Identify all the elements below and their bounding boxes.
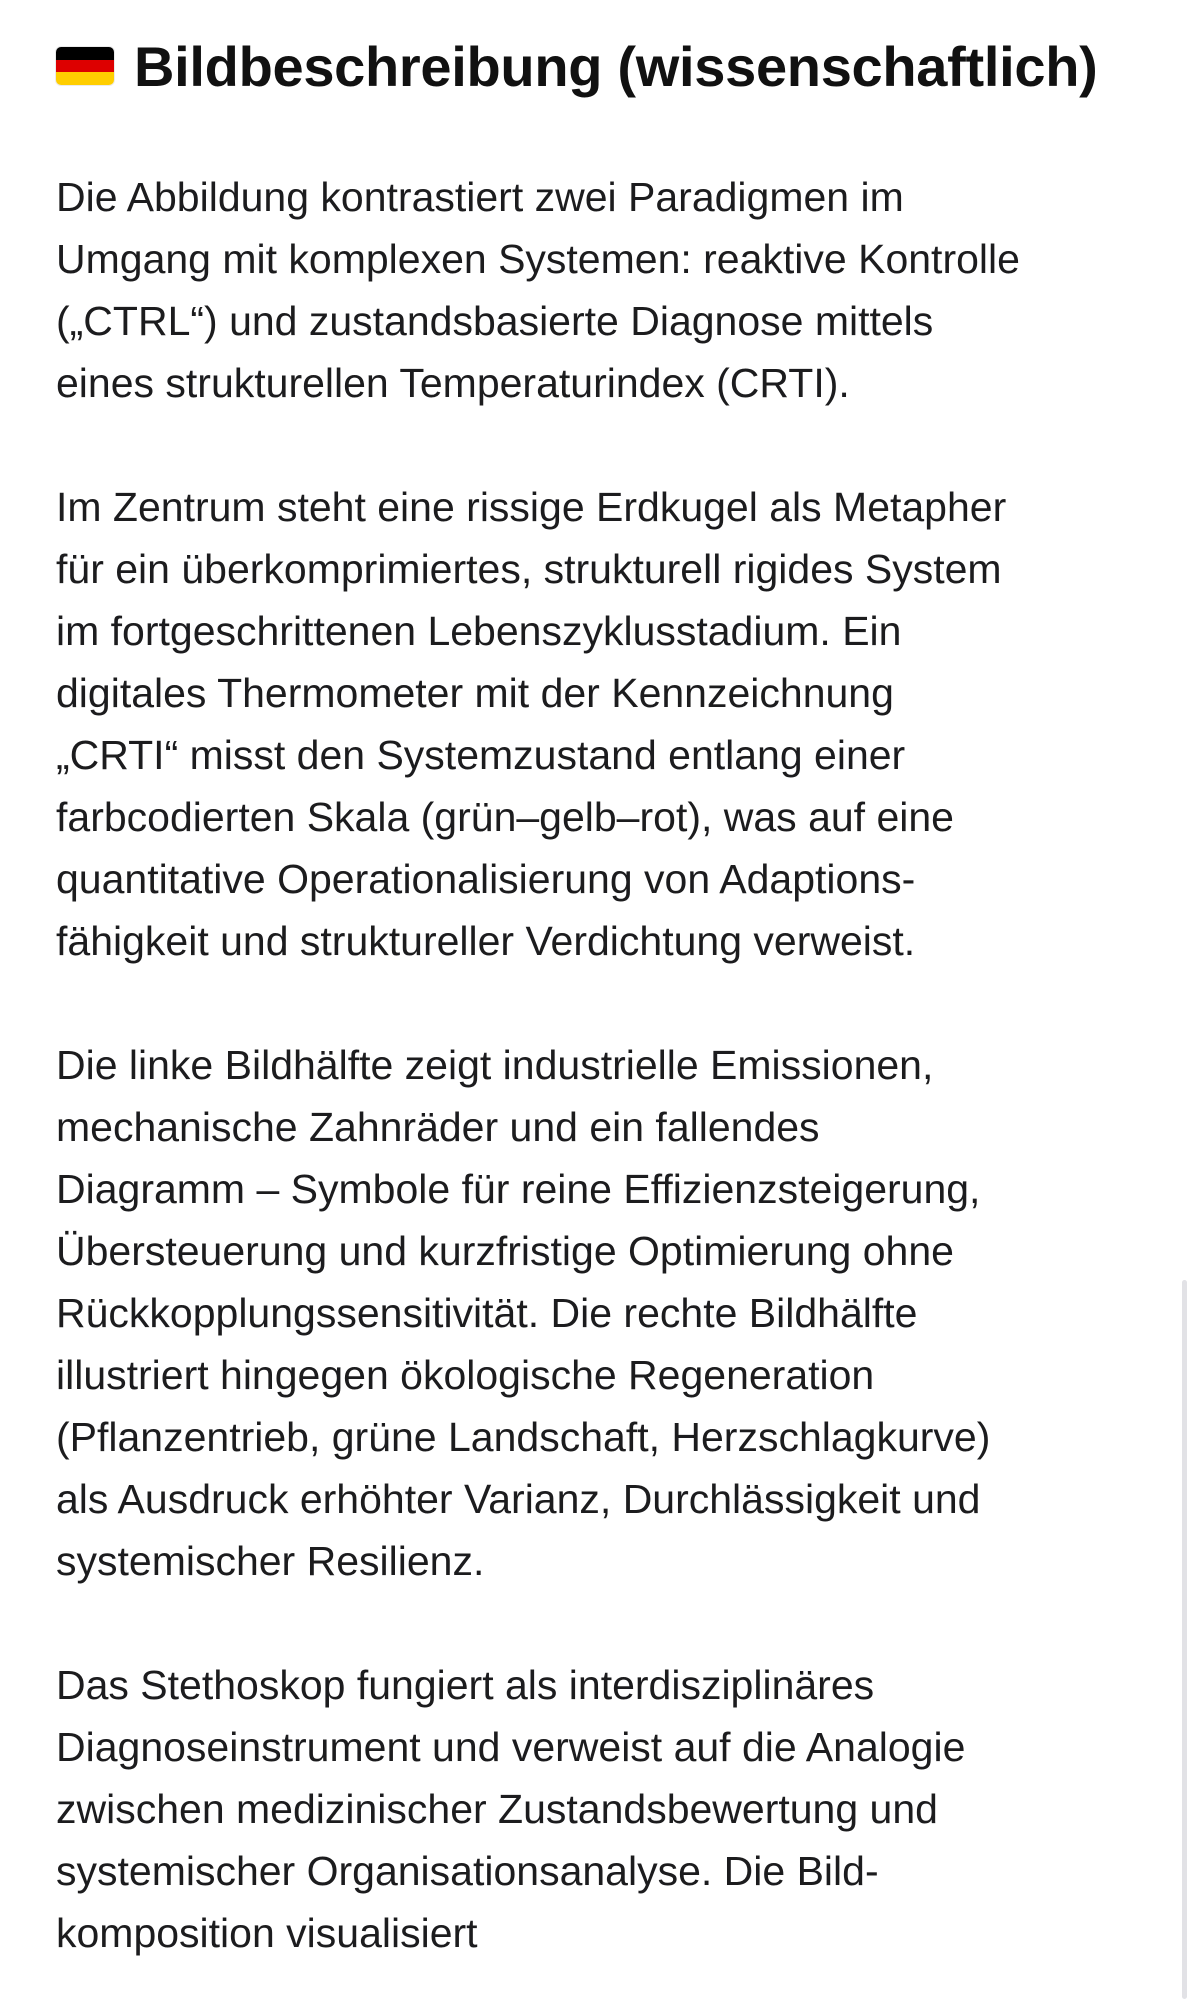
paragraph-center: Im Zentrum steht eine rissige Erdkugel als Metapher für ein überkomprimiertes, strukturell rigides System im fortgeschrittenen Lebenszyklusstadium. Ein digitales Thermometer mit der Kennzeichnung „CRTI“ misst den Systemzustand entlang einer farbcodierten Skala (grün–gelb–rot), was auf eine quantitative Operationalisierung von Adaptions- fähigkeit und struktureller Verdichtung verweist. <box>56 484 1007 964</box>
flag-stripe-red <box>56 60 114 73</box>
flag-stripe-black <box>56 47 114 60</box>
germany-flag-icon <box>56 47 114 85</box>
paragraph-intro: Die Abbildung kontrastiert zwei Paradigmen im Umgang mit komplexen Systemen: reaktive Kontrolle („CTRL“) und zustandsbasierte Diagnose mittels eines strukturellen Temperaturindex (CRTI). <box>56 174 1020 406</box>
document-heading <box>56 28 1166 104</box>
page-title: Bildbeschreibung (wissenschaftlich) <box>134 34 1098 98</box>
vertical-scrollbar[interactable] <box>1182 1280 1187 1999</box>
paragraph-stethoscope: Das Stethoskop fungiert als interdisziplinäres Diagnoseinstrument und verweist auf die Analogie zwischen medizinischer Zustandsbewertung und systemischer Organisationsanalyse. Die Bild- komposition visualisiert <box>56 1662 966 1956</box>
paragraph-halves: Die linke Bildhälfte zeigt industrielle Emissionen, mechanische Zahnräder und ein fallendes Diagramm – Symbole für reine Effizienzsteigerung, Übersteuerung und kurzfristige Optimierung ohne Rückkopplungssensitivität. Die rechte Bildhälfte illustriert hingegen ökologische Regeneration (Pflanzentrieb, grüne Landschaft, Herzschlagkurve) als Ausdruck erhöhter Varianz, Durchlässigkeit und systemischer Resilienz. <box>56 1042 991 1584</box>
flag-stripe-gold <box>56 72 114 85</box>
